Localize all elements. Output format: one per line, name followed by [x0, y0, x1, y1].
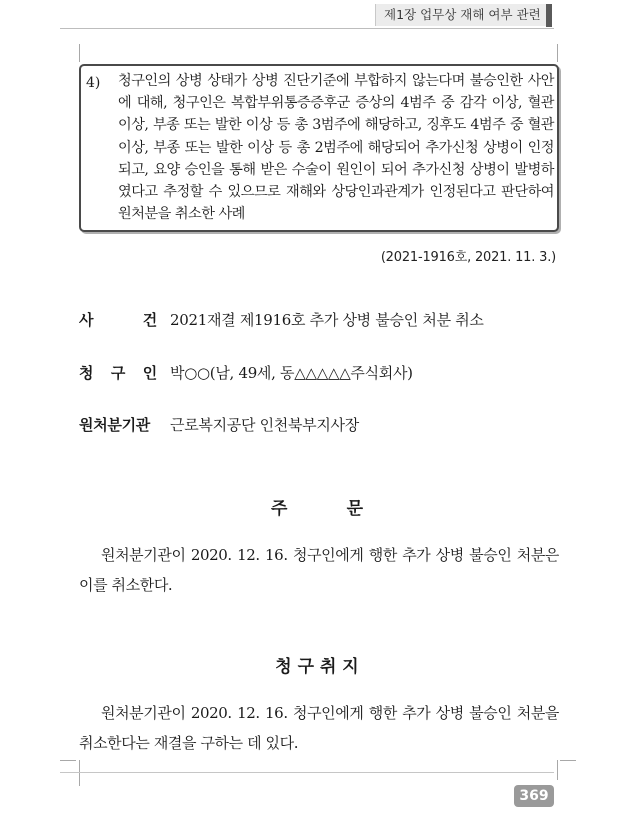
chapter-header: 제1장 업무상 재해 여부 관련 [375, 4, 551, 26]
claimant-label-char: 구 [110, 364, 126, 382]
crop-mark-bottom-left-v [79, 760, 80, 786]
crop-mark-top-left-v [79, 44, 80, 62]
footer-rule [60, 772, 554, 773]
case-summary-text: 청구인의 상병 상태가 상병 진단기준에 부합하지 않는다며 불승인한 사안에 대해, 청구인은 복합부위통증증후군 증상의 4범주 중 감각 이상, 혈관 이상, 부종 또는 발한 이상 등 총 3범주에 해당하고, 징후도 4범주 중 혈관 이상, 부종 또는 발한 이상 등 총 2범주에 해당되어 추가신청 상병이 인정되고, 요양 승인을 통해 받은 수술이 원인이 되어 추가신청 상병이 발병하였다고 추정할 수 있으므로 재해와 상당인과관계가 인정된다고 판단하여 원처분을 취소한 사례 [118, 73, 554, 223]
case-citation: (2021-1916호, 2021. 11. 3.) [380, 250, 556, 265]
header-rule [60, 28, 554, 29]
crop-mark-bottom-right-h [560, 760, 576, 761]
claim-text: 원처분기관이 2020. 12. 16. 청구인에게 행한 추가 상병 불승인 처분을 취소한다는 재결을 구하는 데 있다. [79, 704, 559, 752]
claim-title: 청 구 취 지 [275, 657, 359, 677]
summary-number: 4) [86, 75, 101, 91]
agency-value: 근로복지공단 인천북부지사장 [170, 416, 359, 434]
case-label-char: 사 [79, 311, 94, 329]
claimant-label [79, 362, 157, 383]
order-text: 원처분기관이 2020. 12. 16. 청구인에게 행한 추가 상병 불승인 처분은 이를 취소한다. [79, 546, 559, 594]
case-value: 2021재결 제1916호 추가 상병 불승인 처분 취소 [170, 311, 484, 329]
crop-mark-bottom-right-v [557, 760, 558, 780]
page-number: 369 [514, 785, 554, 807]
header-marker [546, 4, 552, 27]
crop-mark-top-right-v [557, 44, 558, 62]
agency-label: 원처분기관 [79, 416, 150, 434]
claimant-value: 박○○(남, 49세, 동△△△△△주식회사) [170, 364, 413, 382]
claimant-label-char: 청 [79, 364, 94, 382]
case-label-char: 건 [142, 311, 157, 329]
case-label [79, 309, 157, 330]
crop-mark-bottom-left-h [60, 760, 76, 761]
claimant-label-char: 인 [142, 364, 157, 382]
order-title: 주 문 [270, 499, 364, 519]
